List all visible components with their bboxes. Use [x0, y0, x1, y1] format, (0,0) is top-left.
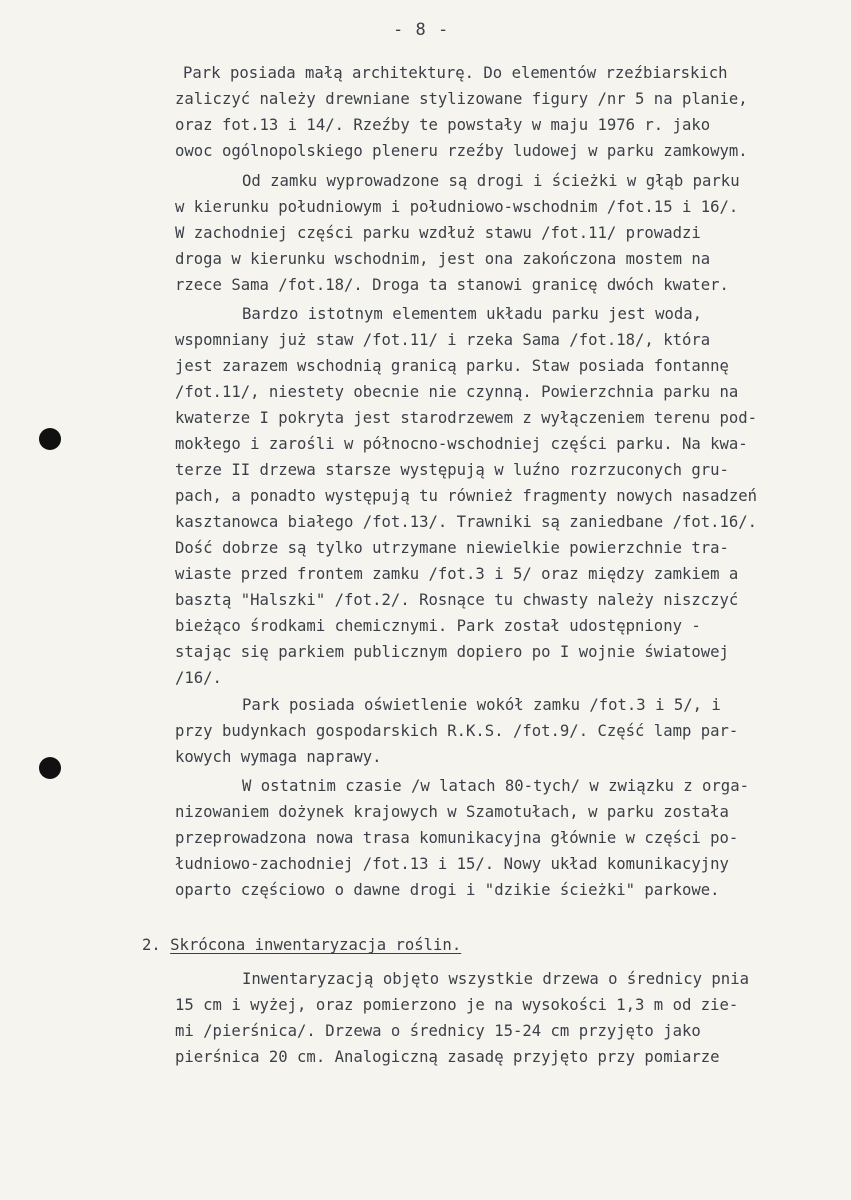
text-line: Park posiada oświetlenie wokół zamku /fot.3 i 5/, i [242, 696, 721, 714]
text-line: Od zamku wyprowadzone są drogi i ścieżki w głąb parku [242, 172, 740, 190]
text-line: kasztanowca białego /fot.13/. Trawniki są zaniedbane /fot.16/. [175, 513, 758, 531]
page-number: - 8 - [393, 20, 450, 40]
text-line: 15 cm i wyżej, oraz pomierzono je na wysokości 1,3 m od zie- [175, 996, 739, 1014]
section-title: Skrócona inwentaryzacja roślin. [170, 936, 462, 954]
text-line: pierśnica 20 cm. Analogiczną zasadę przyjęto przy pomiarze [175, 1048, 720, 1066]
text-line: łudniowo-zachodniej /fot.13 i 15/. Nowy układ komunikacyjny [175, 855, 729, 873]
text-line: kwaterze I pokryta jest starodrzewem z wyłączeniem terenu pod- [175, 409, 758, 427]
text-line: kowych wymaga naprawy. [175, 748, 382, 766]
text-line: bieżąco środkami chemicznymi. Park został udostępniony - [175, 617, 701, 635]
text-line: oraz fot.13 i 14/. Rzeźby te powstały w maju 1976 r. jako [175, 116, 711, 134]
text-line: Inwentaryzacją objęto wszystkie drzewa o średnicy pnia [242, 970, 749, 988]
text-line: mi /pierśnica/. Drzewa o średnicy 15-24 cm przyjęto jako [175, 1022, 701, 1040]
text-line: wspomniany już staw /fot.11/ i rzeka Sama /fot.18/, która [175, 331, 711, 349]
text-line: jest zarazem wschodnią granicą parku. Staw posiada fontannę [175, 357, 729, 375]
punch-hole-top [39, 428, 61, 450]
text-line: /16/. [175, 669, 222, 687]
text-line: mokłego i zarośli w północno-wschodniej części parku. Na kwa- [175, 435, 748, 453]
text-line: przeprowadzona nowa trasa komunikacyjna głównie w części po- [175, 829, 739, 847]
text-line: basztą "Halszki" /fot.2/. Rosnące tu chwasty należy niszczyć [175, 591, 739, 609]
text-line: terze II drzewa starsze występują w luźno rozrzuconych gru- [175, 461, 729, 479]
text-line: Bardzo istotnym elementem układu parku jest woda, [242, 305, 703, 323]
text-line: przy budynkach gospodarskich R.K.S. /fot.9/. Część lamp par- [175, 722, 739, 740]
text-line: W ostatnim czasie /w latach 80-tych/ w związku z orga- [242, 777, 749, 795]
text-line: oparto częściowo o dawne drogi i "dzikie ścieżki" parkowe. [175, 881, 720, 899]
section-heading [142, 932, 461, 958]
punch-hole-bottom [39, 757, 61, 779]
text-line: pach, a ponadto występują tu również fragmenty nowych nasadzeń [175, 487, 758, 505]
text-line: nizowaniem dożynek krajowych w Szamotułach, w parku została [175, 803, 729, 821]
text-line: stając się parkiem publicznym dopiero po I wojnie światowej [175, 643, 729, 661]
text-line: Park posiada małą architekturę. Do elementów rzeźbiarskich [183, 64, 728, 82]
text-line: Dość dobrze są tylko utrzymane niewielkie powierzchnie tra- [175, 539, 729, 557]
text-line: w kierunku południowym i południowo-wschodnim /fot.15 i 16/. [175, 198, 739, 216]
text-line: droga w kierunku wschodnim, jest ona zakończona mostem na [175, 250, 711, 268]
text-line: /fot.11/, niestety obecnie nie czynną. Powierzchnia parku na [175, 383, 739, 401]
section-number: 2. [142, 936, 161, 954]
text-line: owoc ogólnopolskiego pleneru rzeźby ludowej w parku zamkowym. [175, 142, 748, 160]
text-line: wiaste przed frontem zamku /fot.3 i 5/ oraz między zamkiem a [175, 565, 739, 583]
text-line: rzece Sama /fot.18/. Droga ta stanowi granicę dwóch kwater. [175, 276, 729, 294]
text-line: W zachodniej części parku wzdłuż stawu /fot.11/ prowadzi [175, 224, 701, 242]
text-line: zaliczyć należy drewniane stylizowane figury /nr 5 na planie, [175, 90, 748, 108]
